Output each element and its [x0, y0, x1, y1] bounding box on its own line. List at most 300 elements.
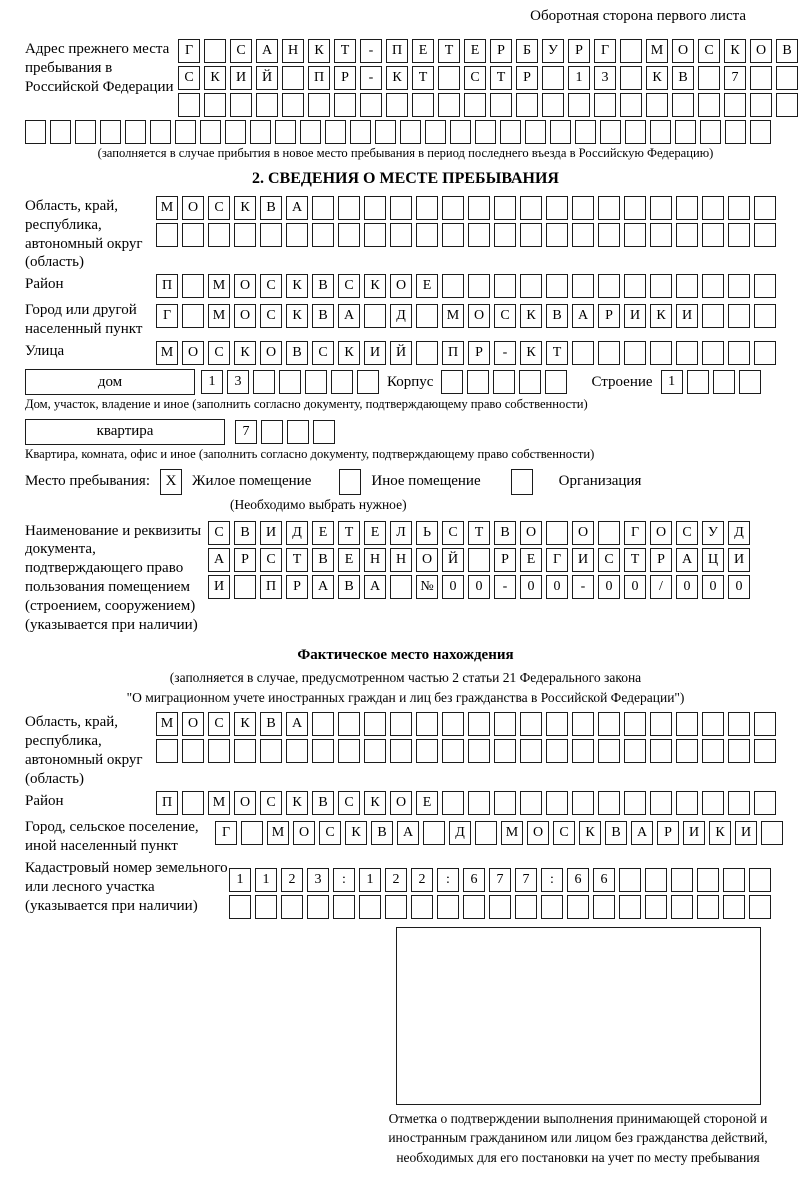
char-cell [650, 791, 672, 815]
char-cell: О [672, 39, 694, 63]
char-cell [468, 196, 490, 220]
char-cell [182, 223, 204, 247]
char-cell [671, 895, 693, 919]
char-cell [494, 739, 516, 763]
char-cell [572, 196, 594, 220]
char-cell [255, 895, 277, 919]
char-cell: Р [650, 548, 672, 572]
char-cell: Г [594, 39, 616, 63]
char-cell [568, 93, 590, 117]
actual-district-label: Район [25, 792, 64, 809]
char-cell: Р [468, 341, 490, 365]
char-cell: : [541, 868, 563, 892]
char-cell [516, 93, 538, 117]
char-cell [390, 739, 412, 763]
char-cell [468, 548, 490, 572]
char-cell [754, 341, 776, 365]
char-cell [375, 120, 396, 144]
char-cell [386, 93, 408, 117]
char-cell [624, 712, 646, 736]
char-cell [425, 120, 446, 144]
char-cell: Е [412, 39, 434, 63]
char-cell: В [286, 341, 308, 365]
char-cell [728, 223, 750, 247]
char-cell: С [676, 521, 698, 545]
section2-title: 2. СВЕДЕНИЯ О МЕСТЕ ПРЕБЫВАНИЯ [252, 169, 559, 187]
char-cell [400, 120, 421, 144]
char-cell: С [208, 712, 230, 736]
char-cell: Г [215, 821, 237, 845]
char-cell [359, 895, 381, 919]
char-cell [325, 120, 346, 144]
char-cell: : [333, 868, 355, 892]
char-cell [494, 712, 516, 736]
char-cell [182, 791, 204, 815]
char-cell: Т [412, 66, 434, 90]
char-cell: Л [390, 521, 412, 545]
char-cell: М [208, 791, 230, 815]
char-cell: К [345, 821, 367, 845]
char-cell: Е [364, 521, 386, 545]
char-cell: К [308, 39, 330, 63]
char-cell [275, 120, 296, 144]
char-cell: М [208, 274, 230, 298]
char-cell: Р [234, 548, 256, 572]
char-cell: Й [390, 341, 412, 365]
prev-address-extra-row [25, 120, 786, 144]
char-cell: Г [624, 521, 646, 545]
char-cell: А [312, 575, 334, 599]
char-cell: О [260, 341, 282, 365]
char-cell: В [371, 821, 393, 845]
street-label: Улица [25, 343, 65, 360]
char-cell: 2 [385, 868, 407, 892]
char-cell: У [542, 39, 564, 63]
actual-region-label: Область, край, республика, автономный округ (область) [25, 714, 143, 788]
city-label: Город или другой населенный пункт [25, 302, 143, 338]
char-cell [467, 370, 489, 394]
char-cell: Р [286, 575, 308, 599]
char-cell: Й [442, 548, 464, 572]
char-cell: 0 [468, 575, 490, 599]
char-cell [312, 712, 334, 736]
char-cell [364, 739, 386, 763]
char-cell [675, 120, 696, 144]
char-cell [572, 791, 594, 815]
char-cell: К [286, 274, 308, 298]
char-cell [494, 196, 516, 220]
char-cell: Т [490, 66, 512, 90]
char-cell: А [631, 821, 653, 845]
char-cell [450, 120, 471, 144]
char-cell [300, 120, 321, 144]
char-cell [725, 120, 746, 144]
checkbox-inoe [339, 469, 361, 495]
char-cell [390, 223, 412, 247]
actual-region-grid [156, 712, 776, 763]
apartment-box-label: квартира [25, 419, 225, 445]
char-cell: О [750, 39, 772, 63]
char-cell [572, 274, 594, 298]
char-cell [676, 712, 698, 736]
char-cell [260, 223, 282, 247]
char-cell: М [501, 821, 523, 845]
char-cell [230, 93, 252, 117]
char-cell [572, 341, 594, 365]
char-grid-row [156, 304, 776, 328]
char-grid-row [229, 868, 771, 892]
char-cell [676, 739, 698, 763]
char-cell [723, 895, 745, 919]
char-cell [468, 223, 490, 247]
char-cell [650, 739, 672, 763]
char-cell [25, 120, 46, 144]
char-cell: 2 [281, 868, 303, 892]
char-cell: Е [338, 548, 360, 572]
char-cell [702, 196, 724, 220]
char-cell [702, 341, 724, 365]
char-cell [150, 120, 171, 144]
char-cell: - [494, 341, 516, 365]
char-cell: 1 [568, 66, 590, 90]
char-cell [307, 895, 329, 919]
char-cell [700, 120, 721, 144]
char-cell [702, 791, 724, 815]
char-cell: С [230, 39, 252, 63]
char-cell [761, 821, 783, 845]
stamp-note: Отметка о подтверждении выполнения принимающей стороной и иностранным гражданином или лицом без гражданства действий, необходимых для его постановки на учет по месту пребывания [388, 1110, 768, 1165]
char-grid-row [215, 821, 783, 845]
char-cell: И [683, 821, 705, 845]
house-number-cells [201, 370, 379, 394]
char-cell [546, 274, 568, 298]
char-cell: С [312, 341, 334, 365]
char-cell [489, 895, 511, 919]
char-cell [754, 712, 776, 736]
stroenie-label: Строение [591, 373, 653, 390]
region-grid [156, 196, 776, 247]
char-grid-row [178, 39, 798, 63]
char-cell: С [698, 39, 720, 63]
char-cell [598, 223, 620, 247]
char-cell: О [390, 274, 412, 298]
char-cell: П [260, 575, 282, 599]
char-cell: С [178, 66, 200, 90]
char-cell [125, 120, 146, 144]
char-cell [281, 895, 303, 919]
char-cell: Р [568, 39, 590, 63]
char-cell: 0 [676, 575, 698, 599]
char-cell [750, 120, 771, 144]
char-cell: В [312, 304, 334, 328]
district-row [25, 274, 786, 298]
char-cell: В [672, 66, 694, 90]
char-cell [645, 868, 667, 892]
apartment-note: Квартира, комната, офис и иное (заполнить согласно документу, подтверждающему право собственности) [25, 446, 595, 461]
char-cell [100, 120, 121, 144]
char-cell: № [416, 575, 438, 599]
char-cell: А [338, 304, 360, 328]
korpus-label: Корпус [387, 373, 434, 390]
char-cell: 0 [546, 575, 568, 599]
char-cell: 3 [594, 66, 616, 90]
char-cell: М [267, 821, 289, 845]
char-cell [546, 521, 568, 545]
char-cell: Р [516, 66, 538, 90]
char-cell: Е [464, 39, 486, 63]
char-cell [286, 223, 308, 247]
char-cell: О [182, 712, 204, 736]
char-cell [260, 739, 282, 763]
char-cell [390, 712, 412, 736]
char-cell: К [286, 304, 308, 328]
region-row [25, 196, 786, 273]
char-cell [598, 791, 620, 815]
actual-location-notes [25, 668, 786, 709]
char-cell: О [182, 341, 204, 365]
actual-city-label: Город, сельское поселение, иной населенный пункт [25, 818, 199, 854]
char-cell [624, 739, 646, 763]
char-cell [702, 274, 724, 298]
char-cell [619, 895, 641, 919]
char-cell [490, 93, 512, 117]
char-cell [282, 66, 304, 90]
char-cell [464, 93, 486, 117]
char-cell: Д [728, 521, 750, 545]
char-cell [493, 370, 515, 394]
char-cell [50, 120, 71, 144]
option-organizaciya-label: Организация [558, 473, 642, 490]
char-cell: - [572, 575, 594, 599]
char-cell: К [386, 66, 408, 90]
char-cell [182, 739, 204, 763]
char-cell: 7 [515, 868, 537, 892]
char-cell [754, 739, 776, 763]
char-cell [338, 223, 360, 247]
char-cell [546, 791, 568, 815]
char-cell [438, 66, 460, 90]
actual-city-row [25, 817, 786, 856]
char-cell [600, 120, 621, 144]
char-cell: 2 [411, 868, 433, 892]
char-cell: В [776, 39, 798, 63]
char-cell: С [208, 521, 230, 545]
char-grid-row [208, 521, 750, 545]
char-cell [698, 93, 720, 117]
char-cell [225, 120, 246, 144]
apartment-row [25, 419, 786, 445]
char-grid-row [156, 223, 776, 247]
char-cell [204, 93, 226, 117]
char-cell: 3 [307, 868, 329, 892]
char-cell: И [735, 821, 757, 845]
char-cell [250, 120, 271, 144]
char-cell [723, 868, 745, 892]
char-cell [624, 274, 646, 298]
char-cell: К [579, 821, 601, 845]
char-cell: С [208, 196, 230, 220]
char-cell [676, 196, 698, 220]
char-cell [541, 895, 563, 919]
char-cell: Г [156, 304, 178, 328]
char-cell [698, 66, 720, 90]
char-cell [308, 93, 330, 117]
char-cell: А [256, 39, 278, 63]
char-cell [442, 791, 464, 815]
char-cell [334, 93, 356, 117]
char-cell: 1 [229, 868, 251, 892]
char-cell: 1 [201, 370, 223, 394]
char-cell: В [260, 712, 282, 736]
char-cell [598, 521, 620, 545]
char-cell: С [494, 304, 516, 328]
char-cell: Н [282, 39, 304, 63]
char-cell [416, 341, 438, 365]
char-cell [442, 739, 464, 763]
char-cell [749, 895, 771, 919]
char-cell [385, 895, 407, 919]
house-note: Дом, участок, владение и иное (заполнить согласно документу, подтверждающему право собственности) [25, 397, 588, 412]
char-cell [357, 370, 379, 394]
char-cell: В [234, 521, 256, 545]
char-cell [338, 196, 360, 220]
char-cell [313, 420, 335, 444]
char-cell: П [386, 39, 408, 63]
char-cell [650, 196, 672, 220]
char-cell [519, 370, 541, 394]
char-cell [156, 739, 178, 763]
char-cell [182, 274, 204, 298]
char-cell [728, 712, 750, 736]
actual-location-title: Фактическое место нахождения [297, 646, 514, 663]
char-cell: Т [286, 548, 308, 572]
char-cell [360, 93, 382, 117]
actual-location-note-2: "О миграционном учете иностранных граждан и лиц без гражданства в Российской Федерации") [126, 690, 685, 706]
char-cell [494, 791, 516, 815]
char-cell [542, 66, 564, 90]
char-cell [702, 223, 724, 247]
char-cell: И [260, 521, 282, 545]
char-cell [338, 712, 360, 736]
char-cell: В [312, 274, 334, 298]
char-cell [754, 196, 776, 220]
char-cell [437, 895, 459, 919]
char-cell: - [494, 575, 516, 599]
char-cell [423, 821, 445, 845]
char-cell: А [397, 821, 419, 845]
char-cell: А [572, 304, 594, 328]
char-cell: К [364, 791, 386, 815]
char-cell: С [319, 821, 341, 845]
char-cell: Т [468, 521, 490, 545]
char-cell: О [234, 304, 256, 328]
korpus-cells [441, 370, 567, 394]
char-cell [441, 370, 463, 394]
header-note: Оборотная сторона первого листа [530, 8, 746, 24]
char-cell [364, 712, 386, 736]
char-cell [739, 370, 761, 394]
char-cell: О [390, 791, 412, 815]
char-cell [713, 370, 735, 394]
char-cell [468, 274, 490, 298]
char-cell [676, 274, 698, 298]
char-cell: Р [598, 304, 620, 328]
char-cell [728, 739, 750, 763]
char-cell: В [338, 575, 360, 599]
checkbox-zhiloe: X [160, 469, 182, 495]
char-cell [234, 575, 256, 599]
char-cell [702, 712, 724, 736]
char-cell: О [293, 821, 315, 845]
char-cell [754, 274, 776, 298]
char-cell: К [646, 66, 668, 90]
char-cell [364, 304, 386, 328]
char-cell [702, 304, 724, 328]
char-cell: А [676, 548, 698, 572]
char-grid-row [156, 196, 776, 220]
char-cell: Н [390, 548, 412, 572]
char-cell: И [230, 66, 252, 90]
char-cell: А [286, 712, 308, 736]
char-cell: Р [657, 821, 679, 845]
char-cell [234, 223, 256, 247]
char-grid-row [208, 575, 750, 599]
char-cell [182, 304, 204, 328]
char-cell [672, 93, 694, 117]
char-cell: Д [390, 304, 412, 328]
char-cell: О [234, 791, 256, 815]
char-cell: П [156, 274, 178, 298]
char-cell [390, 575, 412, 599]
stay-type-note: (Необходимо выбрать нужное) [230, 496, 407, 512]
char-cell: 7 [489, 868, 511, 892]
char-cell [542, 93, 564, 117]
char-cell: С [208, 341, 230, 365]
char-cell [728, 196, 750, 220]
char-cell: О [468, 304, 490, 328]
char-cell: Ь [416, 521, 438, 545]
char-cell [442, 196, 464, 220]
char-grid-row [156, 341, 776, 365]
house-box-label: дом [25, 369, 195, 395]
char-cell: С [260, 548, 282, 572]
char-cell [776, 66, 798, 90]
char-cell: Е [520, 548, 542, 572]
char-cell [546, 196, 568, 220]
char-cell [520, 274, 542, 298]
char-cell [178, 93, 200, 117]
char-grid-row [156, 274, 776, 298]
char-cell: О [182, 196, 204, 220]
char-cell [442, 223, 464, 247]
checkbox-organizaciya [511, 469, 533, 495]
char-cell [620, 93, 642, 117]
char-cell: 0 [624, 575, 646, 599]
char-cell [687, 370, 709, 394]
apartment-cells [235, 420, 335, 444]
char-cell [598, 196, 620, 220]
document-row [25, 521, 786, 635]
char-cell: К [520, 341, 542, 365]
char-cell: Т [338, 521, 360, 545]
char-cell [650, 274, 672, 298]
char-cell [416, 304, 438, 328]
char-cell [350, 120, 371, 144]
char-cell [620, 39, 642, 63]
char-cell: М [646, 39, 668, 63]
char-cell: 0 [702, 575, 724, 599]
char-cell: 6 [593, 868, 615, 892]
